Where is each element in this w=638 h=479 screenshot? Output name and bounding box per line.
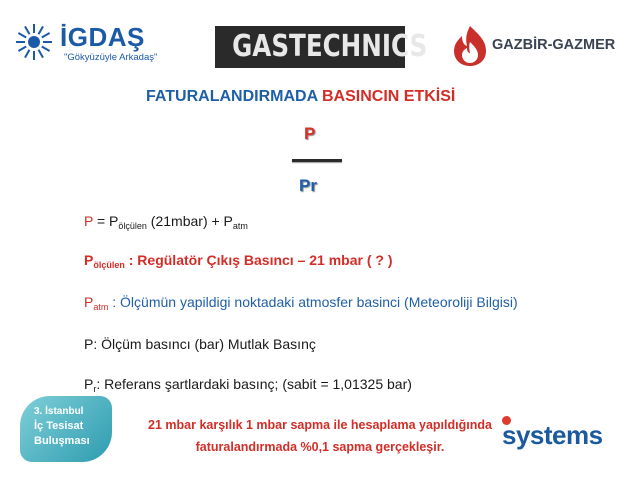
p-definition-text: P: Ölçüm basıncı (bar) Mutlak Basınç: [84, 336, 316, 352]
gazbir-name: GAZBİR-GAZMER: [492, 37, 616, 53]
formula-line: [84, 213, 248, 231]
note-line1: 21 mbar karşılık 1 mbar sapma ile hesaplama yapıldığında: [148, 418, 492, 432]
gastechnics-name: GASTECHNICS: [232, 29, 428, 64]
formula-mid: (21mbar) + P: [146, 213, 233, 229]
fraction-bar: [292, 159, 342, 162]
formula-eq: = P: [93, 213, 119, 229]
formula-sub1: ölçülen: [118, 221, 147, 231]
p-atm-sub: atm: [93, 302, 109, 312]
p-atm-line: [84, 294, 518, 312]
event-line2: İç Tesisat: [34, 420, 84, 432]
gazbir-logo: [450, 24, 630, 68]
isystems-name: systems: [502, 420, 603, 450]
slide-title: [146, 88, 455, 106]
p-definition-line: [84, 336, 316, 352]
gazbir-flame-icon: [450, 24, 490, 68]
p-atm-symbol: P: [84, 294, 94, 310]
p-olculen-symbol: P: [84, 252, 94, 268]
gastechnics-logo: [215, 26, 428, 68]
title-part2: BASINCIN ETKİSİ: [321, 88, 456, 105]
pr-line: [84, 376, 412, 394]
fraction-numerator: P: [304, 124, 316, 143]
title-part1: FATURALANDIRMADA: [146, 88, 318, 105]
event-line1: 3. İstanbul: [34, 406, 84, 417]
formula-sub2: atm: [232, 221, 248, 231]
istanbul-event-logo: [20, 396, 112, 464]
p-atm-text: : Ölçümün yapildigi noktadaki atmosfer basinci (Meteoroliji Bilgisi): [108, 294, 518, 310]
p-olculen-line: [84, 252, 393, 270]
igdas-name: İGDAŞ: [60, 22, 145, 52]
igdas-logo: [14, 20, 164, 72]
pr-sub: r: [93, 384, 97, 394]
fraction-denominator: Pr: [299, 176, 317, 195]
igdas-slogan: "Gökyüzüyle Arkadaş": [64, 52, 158, 63]
note-line2: faturalandırmada %0,1 sapma gerçekleşir.: [195, 440, 445, 454]
event-line3: Buluşması: [34, 435, 90, 447]
isystems-logo: [500, 420, 620, 454]
igdas-sun-icon: [14, 22, 54, 62]
pr-text: : Referans şartlardaki basınç; (sabit = 1,01325 bar): [96, 376, 412, 392]
formula-p: P: [84, 213, 94, 229]
p-olculen-text: : Regülatör Çıkış Basıncı – 21 mbar ( ? ): [124, 252, 393, 268]
pr-symbol: P: [84, 376, 94, 392]
p-olculen-sub: ölçülen: [93, 260, 125, 270]
